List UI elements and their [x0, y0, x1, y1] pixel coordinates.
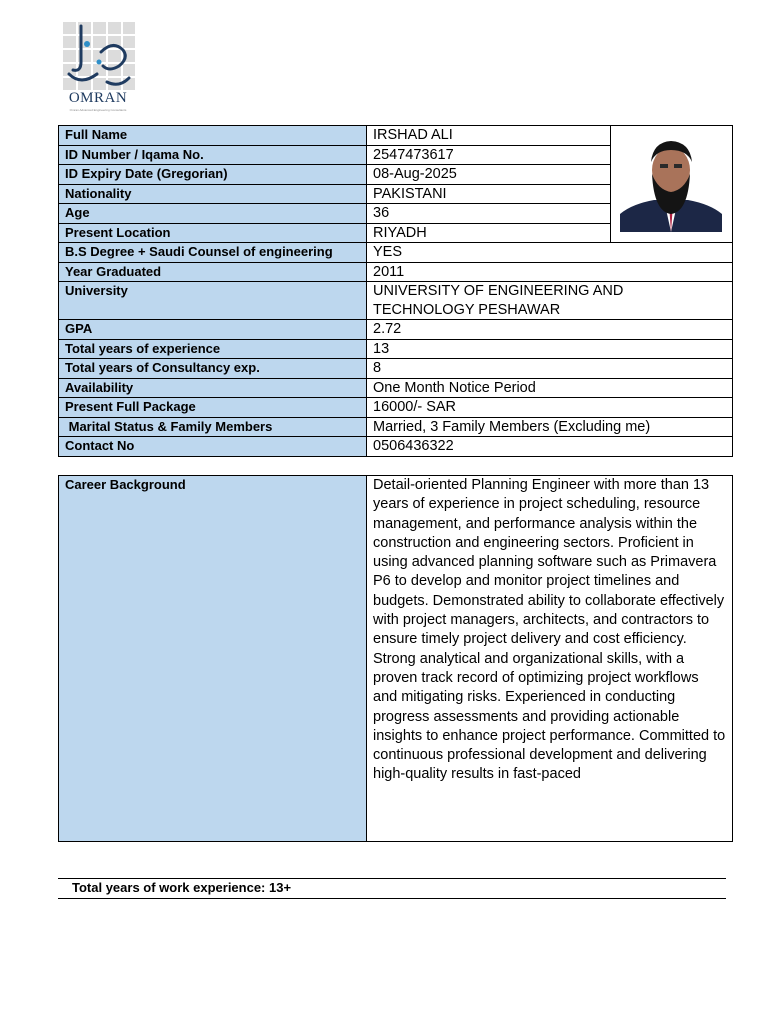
divider-bottom [58, 898, 726, 899]
row-value: 36 [367, 204, 611, 224]
row-label: B.S Degree + Saudi Counsel of engineering [59, 243, 367, 263]
row-label: Full Name [59, 126, 367, 146]
table-row [59, 476, 733, 842]
row-value: YES [367, 243, 733, 263]
table-row [59, 282, 733, 320]
row-label: ID Expiry Date (Gregorian) [59, 165, 367, 185]
row-label: ID Number / Iqama No. [59, 145, 367, 165]
photo-cell [611, 126, 733, 243]
row-label: Nationality [59, 184, 367, 204]
row-value: Married, 3 Family Members (Excluding me) [367, 417, 733, 437]
table-row [59, 126, 733, 146]
career-background-table [58, 475, 733, 842]
row-value: IRSHAD ALI [367, 126, 611, 146]
career-text: Detail-oriented Planning Engineer with more than 13 years of experience in project scheduling, resource management, and performance analysis within the construction and engineering sectors. Proficient in using advanced planning software such as Primavera P6 to develop and monitor project timelines and budgets. Demonstrated ability to collaborate effectively with project managers, architects, and contractors to ensure timely project delivery and cost efficiency. Strong analytical and organizational skills, with a proven track record of optimizing project workflows and mitigating risks. Experienced in conducting progress assessments and providing actionable insights to enhance project performance. Committed to continuous professional development and delivering high-quality results in fast-paced [367, 476, 733, 842]
table-row [59, 417, 733, 437]
table-row [59, 359, 733, 379]
table-row [59, 320, 733, 340]
row-value: PAKISTANI [367, 184, 611, 204]
row-label: University [59, 282, 367, 320]
candidate-photo [620, 134, 722, 232]
candidate-info-table [58, 125, 733, 457]
row-value: 8 [367, 359, 733, 379]
row-label: Present Location [59, 223, 367, 243]
table-row [59, 262, 733, 282]
row-value: 08-Aug-2025 [367, 165, 611, 185]
row-label: Availability [59, 378, 367, 398]
row-value: RIYADH [367, 223, 611, 243]
row-label: GPA [59, 320, 367, 340]
row-value: 2.72 [367, 320, 733, 340]
omran-logo-icon [63, 22, 135, 90]
row-value: 2011 [367, 262, 733, 282]
row-value: 13 [367, 339, 733, 359]
row-label: Present Full Package [59, 398, 367, 418]
logo-wordmark: OMRAN [68, 90, 128, 106]
table-row [59, 437, 733, 457]
career-label: Career Background [59, 476, 367, 842]
table-row [59, 398, 733, 418]
row-label: Marital Status & Family Members [59, 417, 367, 437]
row-value: One Month Notice Period [367, 378, 733, 398]
row-label: Total years of experience [59, 339, 367, 359]
row-label: Contact No [59, 437, 367, 457]
logo-tagline: Omran Advanced Engineering Consultants [69, 108, 127, 112]
row-value: 16000/- SAR [367, 398, 733, 418]
row-label: Total years of Consultancy exp. [59, 359, 367, 379]
row-label: Age [59, 204, 367, 224]
table-row [59, 339, 733, 359]
table-row [59, 378, 733, 398]
row-value: UNIVERSITY OF ENGINEERING AND TECHNOLOGY PESHAWAR [367, 282, 733, 320]
company-logo [61, 22, 135, 110]
table-row [59, 243, 733, 263]
row-label: Year Graduated [59, 262, 367, 282]
total-experience: Total years of work experience: 13+ [72, 880, 292, 895]
row-value: 2547473617 [367, 145, 611, 165]
row-value: 0506436322 [367, 437, 733, 457]
